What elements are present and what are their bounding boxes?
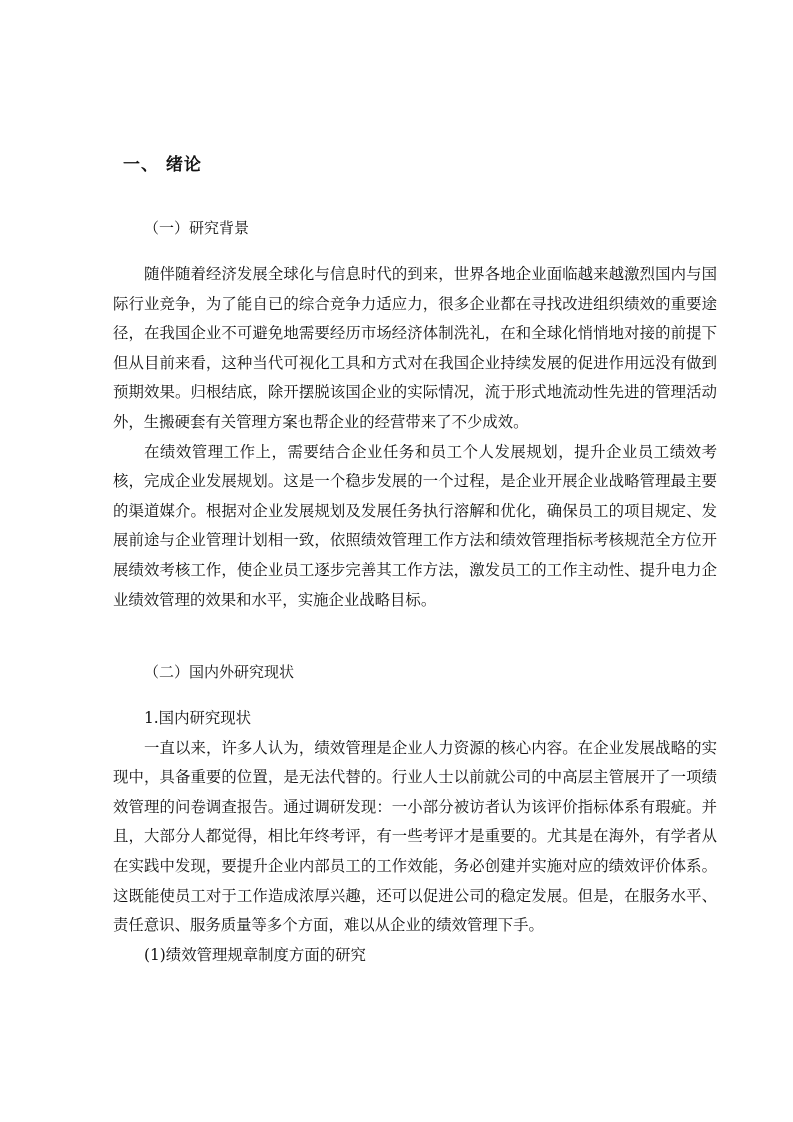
item-title: (1)绩效管理规章制度方面的研究 [144, 945, 366, 964]
section-body-research-status [113, 704, 717, 970]
section-body-research-background [113, 260, 717, 615]
subsection-title-domestic-status: 1.国内研究现状 [144, 709, 252, 727]
body-paragraph: 一直以来，许多人认为，绩效管理是企业人力资源的核心内容。在企业发展战略的实现中，具备重要的位置，是无法代替的。行业人士以前就公司的中高层主管展开了一项绩效管理的问卷调查报告。通过调研发现：一小部分被访者认为该评价指标体系有瑕疵。并且，大部分人都觉得，相比年终考评，有一些考评才是重要的。尤其是在海外，有学者从在实践中发现，要提升企业内部员工的工作效能，务必创建并实施对应的绩效评价体系。这既能使员工对于工作造成浓厚兴趣，还可以促进公司的稳定发展。但是，在服务水平、责任意识、服务质量等多个方面，难以从企业的绩效管理下手。 [113, 738, 717, 935]
chapter-title: 一、 绪论 [123, 155, 202, 175]
section-title-research-background: （一）研究背景 [144, 219, 250, 237]
section-title-research-status: （二）国内外研究现状 [144, 663, 295, 681]
body-paragraph: 在绩效管理工作上，需要结合企业任务和员工个人发展规划，提升企业员工绩效考核，完成企业发展规划。这是一个稳步发展的一个过程，是企业开展企业战略管理最主要的渠道媒介。根据对企业发展规划及发展任务执行溶解和优化，确保员工的项目规定、发展前途与企业管理计划相一致，依照绩效管理工作方法和绩效管理指标考核规范全方位开展绩效考核工作，使企业员工逐步完善其工作方法，激发员工的工作主动性、提升电力企业绩效管理的效果和水平，实施企业战略目标。 [113, 442, 717, 609]
body-paragraph: 随伴随着经济发展全球化与信息时代的到来，世界各地企业面临越来越激烈国内与国际行业竞争，为了能自已的综合竞争力适应力，很多企业都在寻找改进组织绩效的重要途径，在我国企业不可避免地需要经历市场经济体制洗礼，在和全球化悄悄地对接的前提下但从目前来看，这种当代可视化工具和方式对在我国企业持续发展的促进作用远没有做到预期效果。归根结底，除开摆脱该国企业的实际情况，流于形式地流动性先进的管理活动外，生搬硬套有关管理方案也帮企业的经营带来了不少成效。 [113, 265, 717, 431]
